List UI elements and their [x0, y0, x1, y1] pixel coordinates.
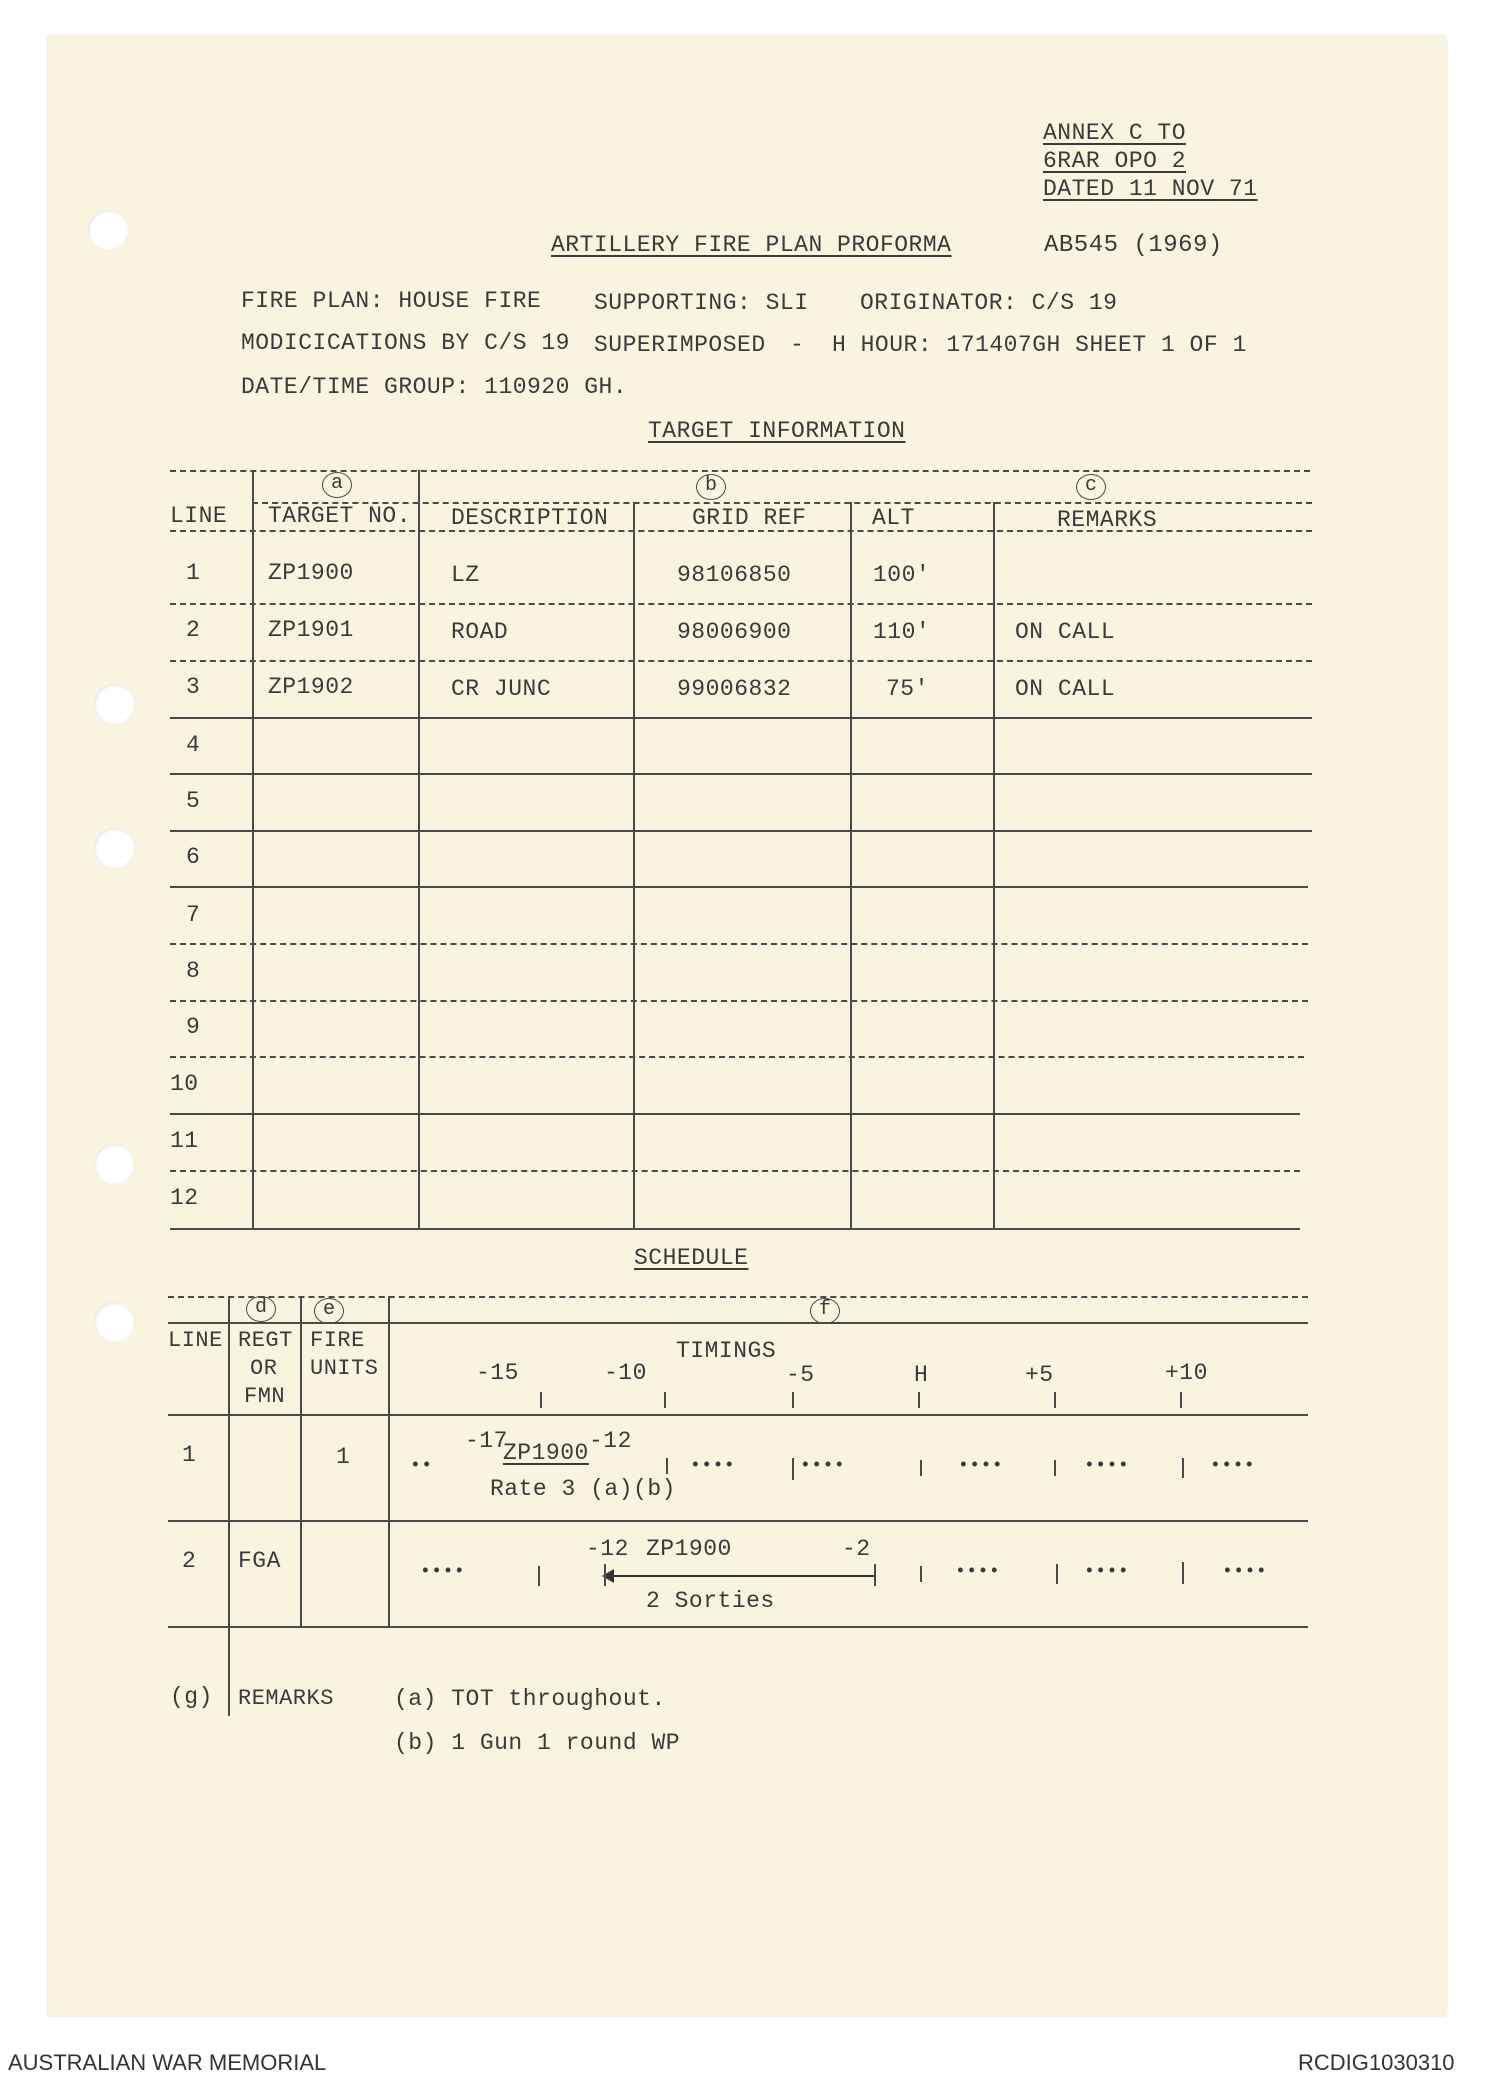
- target-description: CR JUNC: [451, 676, 552, 702]
- target-number: ZP1900: [268, 560, 354, 586]
- row-line-number: 5: [186, 788, 201, 814]
- header-grid-ref: GRID REF: [692, 505, 807, 531]
- table-rule: [170, 1000, 1308, 1002]
- table-rule: [170, 1228, 1300, 1230]
- table-rule: [170, 1170, 1300, 1172]
- table-column-rule: [300, 1296, 302, 1626]
- punch-hole: [94, 684, 134, 724]
- timeline-tick: [918, 1392, 920, 1408]
- grid-reference: 99006832: [677, 676, 792, 702]
- remarks-marker: (g): [170, 1684, 213, 1710]
- row-line-number: 6: [186, 844, 201, 870]
- altitude: 100': [873, 562, 931, 588]
- column-marker-f: f: [810, 1298, 840, 1324]
- fire-units-value: 1: [336, 1444, 351, 1470]
- lead-dots: ••••: [420, 1562, 466, 1582]
- table-rule: [170, 1056, 1304, 1058]
- table-rule: [168, 1626, 1308, 1628]
- archive-credit: AUSTRALIAN WAR MEMORIAL: [8, 2050, 327, 2075]
- continuation-dots: ••••: [800, 1456, 846, 1476]
- target-remarks: ON CALL: [1015, 619, 1116, 645]
- annex-line-1: ANNEX C TO: [1043, 120, 1187, 146]
- row-line-number: 11: [170, 1128, 199, 1154]
- continuation-dots: ••••: [955, 1562, 1001, 1582]
- rate-of-fire: Rate 3 (a)(b): [490, 1476, 676, 1502]
- row-line-number: 10: [170, 1071, 199, 1097]
- header-units: UNITS: [310, 1356, 379, 1381]
- remark-item: (b) 1 Gun 1 round WP: [394, 1730, 681, 1756]
- table-column-rule: [850, 502, 852, 1228]
- target-number: ZP1902: [268, 674, 354, 700]
- table-column-rule: [993, 502, 995, 1228]
- timeline-tick: [664, 1392, 666, 1408]
- timeline-tick: [1180, 1392, 1182, 1408]
- timeline-tick: [604, 1564, 606, 1586]
- schedule-row-line: 1: [182, 1442, 197, 1468]
- timeline-tick: [540, 1392, 542, 1408]
- sortie-count: 2 Sorties: [646, 1588, 775, 1614]
- timing-mark: +5: [1025, 1362, 1054, 1388]
- remark-item: (a) TOT throughout.: [394, 1686, 666, 1712]
- sortie-target: ZP1900: [646, 1536, 732, 1562]
- timeline-tick: [1056, 1564, 1058, 1584]
- timeline-tick: [920, 1566, 922, 1582]
- table-rule: [170, 773, 1312, 775]
- altitude: 110': [873, 619, 931, 645]
- table-rule: [170, 886, 1308, 888]
- row-line-number: 2: [186, 617, 201, 643]
- timeline-tick: [874, 1564, 876, 1586]
- sortie-end-time: -2: [842, 1536, 871, 1562]
- target-info-heading: TARGET INFORMATION: [648, 418, 906, 444]
- timeline-tick: [538, 1566, 540, 1586]
- table-rule: [170, 660, 1312, 662]
- row-line-number: 3: [186, 674, 201, 700]
- header-target-no: TARGET NO.: [268, 503, 412, 529]
- grid-reference: 98006900: [677, 619, 792, 645]
- continuation-dots: ••••: [1084, 1562, 1130, 1582]
- continuation-dots: ••••: [1084, 1456, 1130, 1476]
- table-column-rule: [252, 470, 254, 1228]
- altitude: 75': [886, 676, 929, 702]
- superimposed-label: SUPERIMPOSED: [594, 332, 766, 358]
- timing-mark: -10: [604, 1360, 647, 1386]
- fire-plan-name: FIRE PLAN: HOUSE FIRE: [241, 288, 542, 314]
- timing-mark: -15: [476, 1360, 519, 1386]
- date-time-group: DATE/TIME GROUP: 110920 GH.: [241, 374, 628, 400]
- table-column-rule: [228, 1296, 230, 1716]
- header-fire: FIRE: [310, 1328, 365, 1353]
- header-line: LINE: [168, 1328, 223, 1353]
- table-rule: [168, 1414, 1308, 1416]
- header-description: DESCRIPTION: [451, 505, 609, 531]
- punch-hole: [94, 1302, 134, 1342]
- continuation-dots: ••••: [690, 1456, 736, 1476]
- target-description: ROAD: [451, 619, 509, 645]
- punch-hole: [94, 828, 134, 868]
- header-fmn: FMN: [244, 1384, 286, 1409]
- row-line-number: 8: [186, 958, 201, 984]
- continuation-dots: ••••: [958, 1456, 1004, 1476]
- archive-id: RCDIG1030310: [1298, 2050, 1455, 2075]
- schedule-heading: SCHEDULE: [634, 1245, 749, 1271]
- fire-target: ZP1900: [503, 1440, 589, 1466]
- table-rule: [168, 1322, 1308, 1324]
- sortie-start-time: -12: [586, 1536, 629, 1562]
- timing-mark: H: [914, 1362, 929, 1388]
- row-line-number: 1: [186, 560, 201, 586]
- schedule-row-line: 2: [182, 1548, 197, 1574]
- punch-hole: [94, 1144, 134, 1184]
- table-rule: [168, 1520, 1308, 1522]
- timeline-tick: [920, 1460, 922, 1476]
- row-line-number: 12: [170, 1185, 199, 1211]
- header-remarks: REMARKS: [1057, 507, 1158, 533]
- target-number: ZP1901: [268, 617, 354, 643]
- form-title: ARTILLERY FIRE PLAN PROFORMA: [551, 232, 952, 258]
- column-marker-c: c: [1076, 474, 1106, 500]
- remarks-label: REMARKS: [238, 1686, 334, 1711]
- modifications-by: MODICICATIONS BY C/S 19: [241, 330, 570, 356]
- column-marker-b: b: [696, 474, 726, 500]
- timeline-tick: [1182, 1562, 1184, 1584]
- timing-mark: +10: [1165, 1360, 1208, 1386]
- header-line: LINE: [170, 503, 228, 529]
- timeline-tick: [1182, 1458, 1184, 1478]
- timeline-tick: [666, 1458, 668, 1474]
- table-rule: [170, 1113, 1300, 1115]
- table-rule: [170, 717, 1312, 719]
- timeline-tick: [792, 1458, 794, 1480]
- header-regt: REGT: [238, 1328, 293, 1353]
- h-hour: H HOUR: 171407GH SHEET 1 OF 1: [832, 332, 1247, 358]
- timing-mark: -5: [786, 1362, 815, 1388]
- form-reference: AB545 (1969): [1044, 232, 1223, 259]
- timings-label: TIMINGS: [676, 1338, 777, 1364]
- lead-dots: ••: [410, 1456, 433, 1476]
- table-rule: [168, 1296, 1308, 1298]
- timeline-tick: [1054, 1392, 1056, 1408]
- fire-end-time: -12: [589, 1428, 632, 1454]
- target-remarks: ON CALL: [1015, 676, 1116, 702]
- continuation-dots: ••••: [1210, 1456, 1256, 1476]
- table-rule: [170, 943, 1308, 945]
- row-line-number: 9: [186, 1014, 201, 1040]
- fire-start-time: -17: [465, 1428, 508, 1454]
- sortie-timeline: [606, 1575, 874, 1577]
- timeline-tick: [1054, 1460, 1056, 1476]
- table-rule: [170, 603, 1312, 605]
- punch-hole: [88, 210, 128, 250]
- timeline-tick: [792, 1392, 794, 1408]
- table-column-rule: [388, 1296, 390, 1626]
- table-rule: [170, 830, 1312, 832]
- supporting-unit: SUPPORTING: SLI: [594, 290, 809, 316]
- grid-reference: 98106850: [677, 562, 792, 588]
- continuation-dots: ••••: [1222, 1562, 1268, 1582]
- header-or: OR: [250, 1356, 278, 1381]
- column-marker-e: e: [314, 1298, 344, 1324]
- regt-value: FGA: [238, 1548, 281, 1574]
- row-line-number: 4: [186, 732, 201, 758]
- table-column-rule: [418, 470, 420, 1228]
- target-description: LZ: [451, 562, 480, 588]
- annex-line-2: 6RAR OPO 2: [1043, 148, 1187, 174]
- header-dash: -: [790, 332, 805, 358]
- table-column-rule: [633, 502, 635, 1228]
- column-marker-a: a: [322, 472, 352, 498]
- originator: ORIGINATOR: C/S 19: [860, 290, 1118, 316]
- header-alt: ALT: [872, 505, 915, 531]
- row-line-number: 7: [186, 902, 201, 928]
- annex-line-3: DATED 11 NOV 71: [1043, 176, 1258, 202]
- column-marker-d: d: [246, 1296, 276, 1322]
